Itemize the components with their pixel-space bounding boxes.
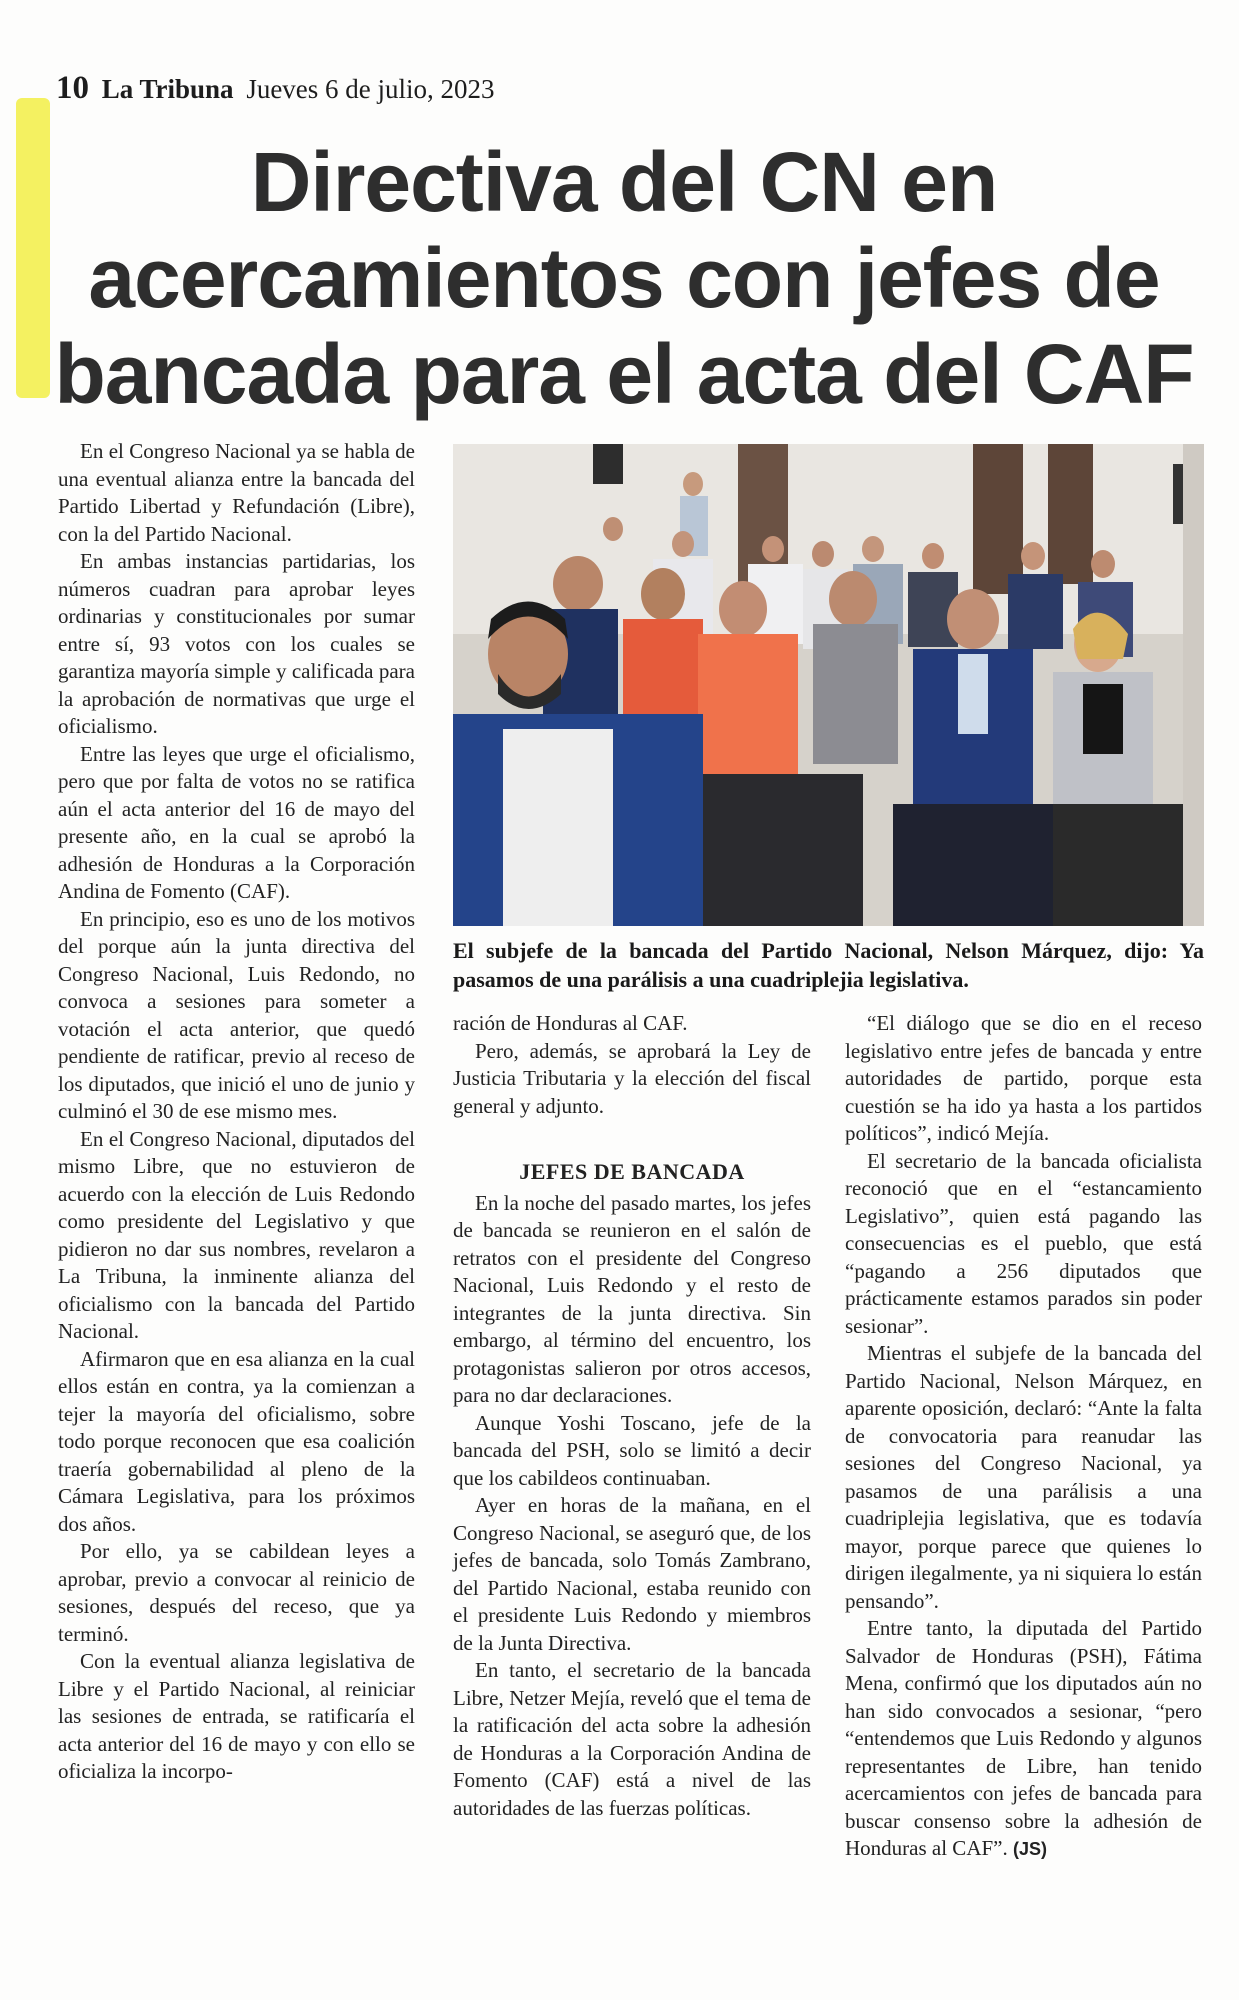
photo-caption: El subjefe de la bancada del Partido Nacional, Nelson Márquez, dijo: Ya pasamos de una parálisis a una cuadriplejia legislativa. xyxy=(453,938,1204,992)
meeting-photo-illustration xyxy=(453,444,1204,926)
page-number: 10 xyxy=(56,70,89,106)
article-column-1 xyxy=(58,438,415,1786)
paragraph: En principio, eso es uno de los motivos del porque aún la junta directiva del Congreso Nacional, Luis Redondo, no convoca a sesiones para someter a votación el acta anterior, que quedó pendiente de ratificar, previo al receso de los diputados, que inició el uno de junio y culminó el 30 de ese mismo mes. xyxy=(58,906,415,1123)
page-header xyxy=(56,70,495,107)
paragraph: “El diálogo que se dio en el receso legislativo entre jefes de bancada y entre autoridades de partido, porque esta cuestión se ha ido ya hasta a los partidos políticos”, indicó Mejía. xyxy=(845,1011,1202,1145)
paragraph: En ambas instancias partidarias, los números cuadran para aprobar leyes ordinarias y constitucionales por sumar entre sí, 93 votos con los cuales se garantiza mayoría simple y calificada para la aprobación de normativas que urge el oficialismo. xyxy=(58,549,415,738)
article-column-2 xyxy=(453,1010,811,1822)
paragraph: Por ello, ya se cabildean leyes a aprobar, previo a convocar al reinicio de sesiones, después del receso, que ya terminó. xyxy=(58,1539,415,1646)
paragraph: ración de Honduras al CAF. xyxy=(453,1011,688,1035)
paragraph-text: Entre tanto, la diputada del Partido Salvador de Honduras (PSH), Fátima Mena, confirmó que los diputados aún no han sido convocados a sesionar, “pero “entendemos que Luis Redondo y algunos representantes de Libre, han tenido acercamientos con jefes de bancada para buscar consenso sobre la adhesión de Honduras al CAF”. xyxy=(845,1616,1202,1860)
subheading: JEFES DE BANCADA xyxy=(519,1159,745,1184)
paragraph: En la noche del pasado martes, los jefes de bancada se reunieron en el salón de retratos con el presidente del Congreso Nacional, Luis Redondo y el resto de integrantes de la junta directiva. Sin embargo, al término del encuentro, los protagonistas salieron por otros accesos, para no dar declaraciones. xyxy=(453,1190,811,1407)
newspaper-name: La Tribuna xyxy=(101,74,234,104)
news-photo xyxy=(453,444,1204,926)
paragraph: En el Congreso Nacional, diputados del mismo Libre, que no estuvieron de acuerdo con la elección de Luis Redondo como presidente del Legislativo y que pidieron no dar sus nombres, revelaron a La Tribuna, la inminente alianza del oficialismo con la bancada del Partido Nacional. xyxy=(58,1126,415,1343)
paragraph: El secretario de la bancada oficialista reconoció que en el “estancamiento Legislativo”, quien está pagando las consecuencias es el pueblo, que está “pagando a 256 diputados que prácticamente estamos parados sin poder sesionar”. xyxy=(845,1148,1202,1338)
article-column-3 xyxy=(845,1010,1202,1864)
paragraph: Con la eventual alianza legislativa de Libre y el Partido Nacional, al reiniciar las sesiones de entrada, se ratificaría el acta anterior del 16 de mayo y con ello se oficializa la incorpo- xyxy=(58,1649,415,1783)
issue-date: Jueves 6 de julio, 2023 xyxy=(246,74,495,104)
paragraph: Afirmaron que en esa alianza en la cual ellos están en contra, ya la comienzan a tejer la mayoría del oficialismo, sobre todo porque reconocen que esa coalición traería gobernabilidad al pleno de la Cámara Legislativa, para los próximos dos años. xyxy=(58,1346,415,1536)
paragraph: Ayer en horas de la mañana, en el Congreso Nacional, se aseguró que, de los jefes de bancada, solo Tomás Zambrano, del Partido Nacional, estaba reunido con el presidente Luis Redondo y miembros de la Junta Directiva. xyxy=(453,1493,811,1655)
paragraph: En el Congreso Nacional ya se habla de una eventual alianza entre la bancada del Partido Libertad y Refundación (Libre), con la del Partido Nacional. xyxy=(58,439,415,546)
paragraph: En tanto, el secretario de la bancada Libre, Netzer Mejía, reveló que el tema de la ratificación del acta sobre la adhesión de Honduras a la Corporación Andina de Fomento (CAF) está a nivel de las autoridades de las fuerzas políticas. xyxy=(453,1658,811,1820)
paragraph: Pero, además, se aprobará la Ley de Justicia Tributaria y la elección del fiscal general y adjunto. xyxy=(453,1038,811,1118)
author-initials: (JS) xyxy=(1012,1839,1047,1859)
paragraph: Entre las leyes que urge el oficialismo, pero que por falta de votos no se ratifica aún el acta anterior del 16 de mayo del presente año, en la cual se aprobó la adhesión de Honduras a la Corporación Andina de Fomento (CAF). xyxy=(58,741,415,903)
paragraph xyxy=(845,1615,1202,1864)
paragraph: Mientras el subjefe de la bancada del Partido Nacional, Nelson Márquez, en aparente oposición, declaró: “Ante la falta de convocatoria para reanudar las sesiones del Congreso Nacional, ya pasamos de una parálisis a una cuadriplejia legislativa, que es todavía mayor, porque parece que quienes lo dirigen ilegalmente, ya ni siquiera lo están pensando”. xyxy=(845,1341,1202,1613)
headline: Directiva del CN en acercamientos con jefes de bancada para el acta del CAF xyxy=(54,135,1194,421)
paragraph: Aunque Yoshi Toscano, jefe de la bancada del PSH, solo se limitó a decir que los cabildeos continuaban. xyxy=(453,1410,811,1490)
